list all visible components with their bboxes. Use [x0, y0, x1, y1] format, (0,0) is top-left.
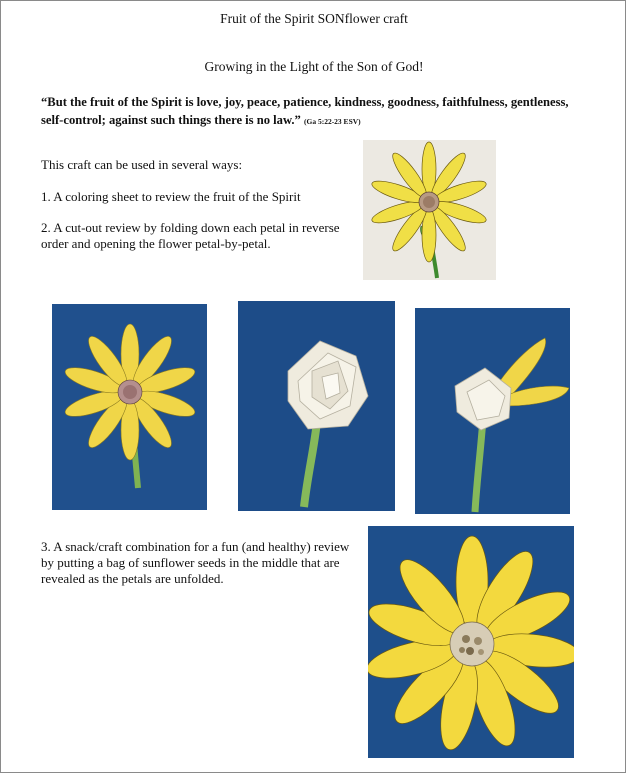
snack-flower-photo [368, 526, 574, 758]
list-item-snack: 3. A snack/craft combination for a fun (and healthy) review by putting a bag of sunflower seeds in the middle that are revealed as the petals are unfolded. [41, 539, 350, 586]
list-item-coloring: 1. A coloring sheet to review the fruit of the Spirit [41, 189, 301, 204]
coloring-sheet-image [363, 140, 496, 280]
coloring-sheet-photo [363, 140, 496, 280]
cutout-flower-folded-photo [238, 301, 395, 511]
cutout-flower-folded-image [238, 301, 395, 511]
list-item-cutout: 2. A cut-out review by folding down each petal in reverse order and opening the flower petal-by-petal. [41, 220, 340, 251]
verse-reference: (Ga 5:22-23 ESV) [303, 117, 361, 126]
cutout-flower-open-image [52, 304, 207, 510]
intro-text: This craft can be used in several ways: [41, 157, 243, 172]
bible-verse [41, 93, 581, 131]
snack-flower-image [368, 526, 574, 758]
document-subtitle: Growing in the Light of the Son of God! [204, 59, 424, 74]
verse-text: “But the fruit of the Spirit is love, joy, peace, patience, kindness, goodness, faithfulness, gentleness, self-control; against such things there is no law.” [41, 95, 569, 127]
cutout-flower-partly-open-image [415, 308, 570, 514]
document-title: Fruit of the Spirit SONflower craft [220, 11, 408, 26]
cutout-flower-partly-open-photo [415, 308, 570, 514]
cutout-flower-open-photo [52, 304, 207, 510]
